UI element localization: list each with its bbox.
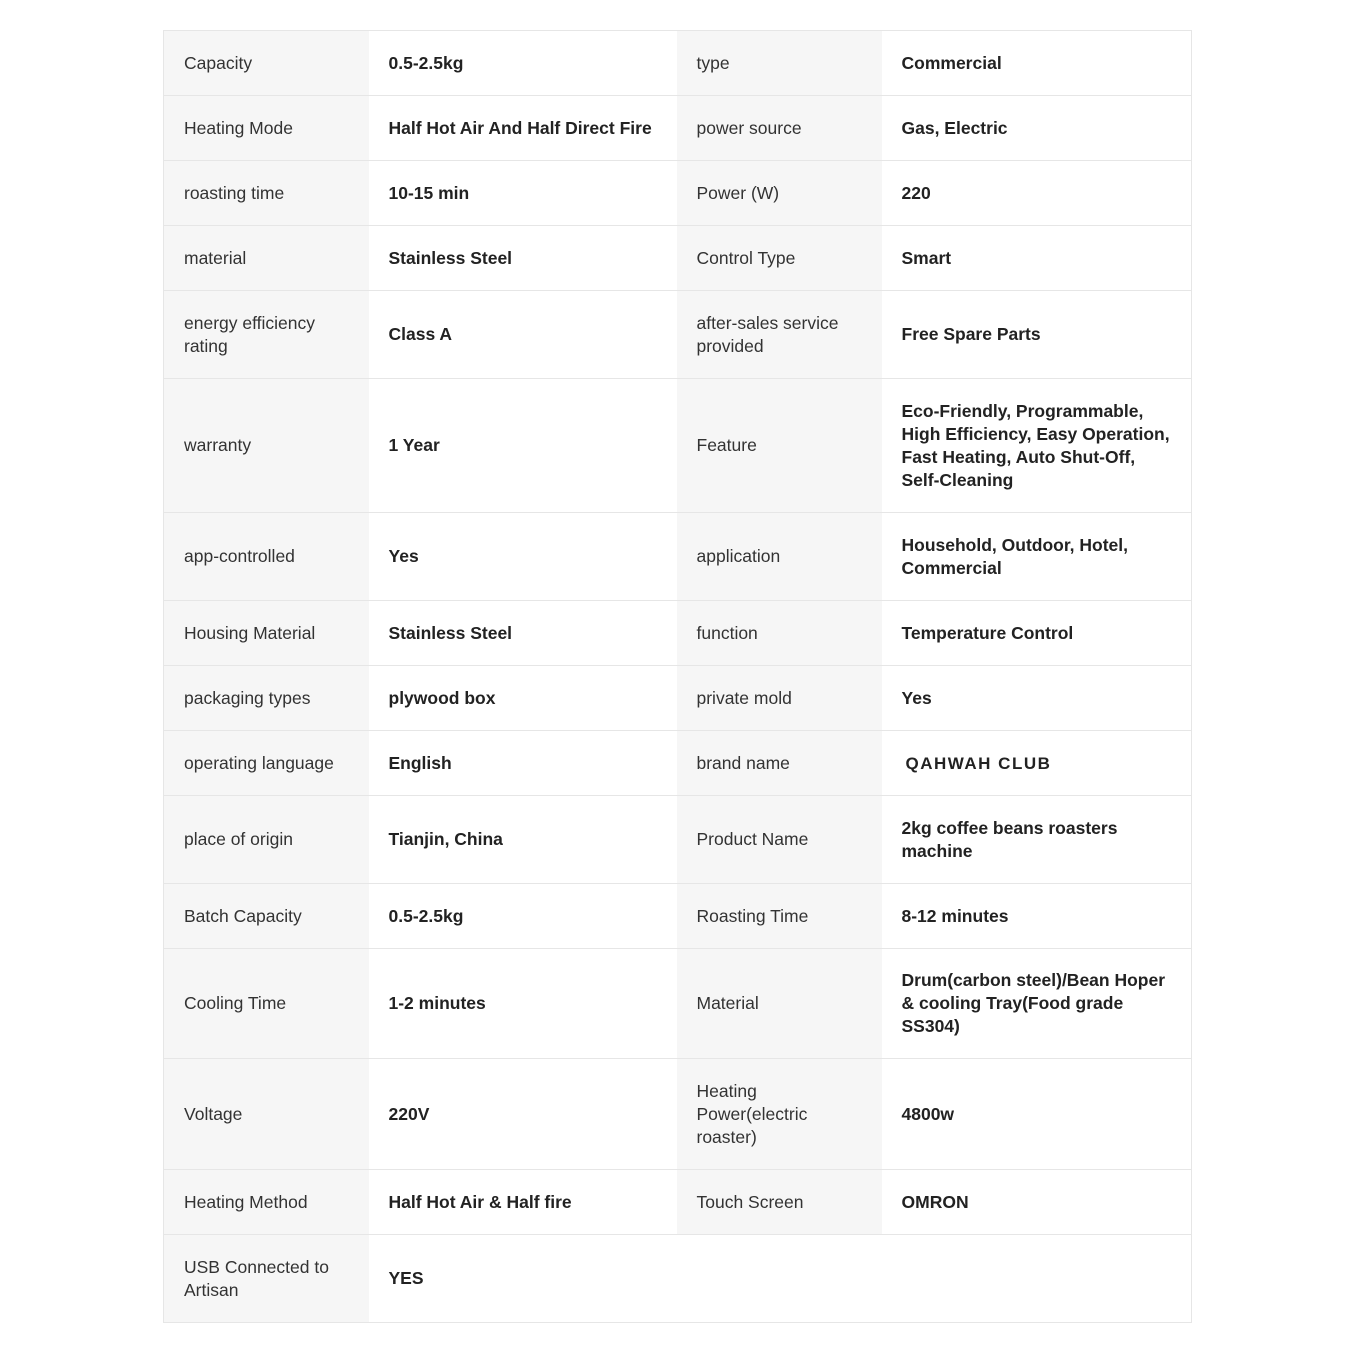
spec-value: 0.5-2.5kg [369, 31, 677, 96]
table-row [164, 949, 1192, 1059]
spec-label: place of origin [164, 796, 369, 884]
spec-value: Stainless Steel [369, 601, 677, 666]
spec-value: 1 Year [369, 379, 677, 513]
spec-label: private mold [677, 666, 882, 731]
spec-value: Stainless Steel [369, 226, 677, 291]
spec-value: Gas, Electric [882, 96, 1192, 161]
table-row [164, 379, 1192, 513]
spec-value: 220 [882, 161, 1192, 226]
spec-value: Commercial [882, 31, 1192, 96]
spec-label: packaging types [164, 666, 369, 731]
table-row [164, 1059, 1192, 1170]
spec-table [163, 30, 1192, 1323]
spec-label: Capacity [164, 31, 369, 96]
spec-label: Power (W) [677, 161, 882, 226]
spec-value: 1-2 minutes [369, 949, 677, 1059]
spec-value: YES [369, 1235, 677, 1323]
table-row [164, 96, 1192, 161]
spec-label: Roasting Time [677, 884, 882, 949]
spec-label: application [677, 513, 882, 601]
spec-value: 10-15 min [369, 161, 677, 226]
spec-label: Product Name [677, 796, 882, 884]
empty-cell [882, 1235, 1192, 1323]
spec-label: USB Connected to Artisan [164, 1235, 369, 1323]
spec-label: Touch Screen [677, 1170, 882, 1235]
spec-label: after-sales service provided [677, 291, 882, 379]
table-row [164, 1170, 1192, 1235]
spec-label: roasting time [164, 161, 369, 226]
spec-value: Half Hot Air & Half fire [369, 1170, 677, 1235]
spec-value: 8-12 minutes [882, 884, 1192, 949]
spec-value: Class A [369, 291, 677, 379]
table-row [164, 513, 1192, 601]
spec-value: Yes [882, 666, 1192, 731]
spec-label: Material [677, 949, 882, 1059]
spec-label: Batch Capacity [164, 884, 369, 949]
table-row [164, 161, 1192, 226]
table-row [164, 291, 1192, 379]
spec-label: Heating Method [164, 1170, 369, 1235]
spec-value: plywood box [369, 666, 677, 731]
table-row [164, 666, 1192, 731]
spec-value: Eco-Friendly, Programmable, High Efficiency, Easy Operation, Fast Heating, Auto Shut-Off, Self-Cleaning [882, 379, 1192, 513]
spec-value: Yes [369, 513, 677, 601]
spec-value: 220V [369, 1059, 677, 1170]
spec-label: function [677, 601, 882, 666]
spec-label: energy efficiency rating [164, 291, 369, 379]
brand-name-value: QAHWAH CLUB [882, 731, 1192, 796]
spec-value: 4800w [882, 1059, 1192, 1170]
spec-label: Control Type [677, 226, 882, 291]
spec-value: 2kg coffee beans roasters machine [882, 796, 1192, 884]
spec-value: Temperature Control [882, 601, 1192, 666]
spec-value: Free Spare Parts [882, 291, 1192, 379]
spec-value: 0.5-2.5kg [369, 884, 677, 949]
spec-value: English [369, 731, 677, 796]
table-row [164, 226, 1192, 291]
spec-label: Housing Material [164, 601, 369, 666]
spec-value: Smart [882, 226, 1192, 291]
spec-label: type [677, 31, 882, 96]
table-row [164, 731, 1192, 796]
spec-label: power source [677, 96, 882, 161]
spec-label: Heating Power(electric roaster) [677, 1059, 882, 1170]
spec-value: Half Hot Air And Half Direct Fire [369, 96, 677, 161]
spec-value: Household, Outdoor, Hotel, Commercial [882, 513, 1192, 601]
table-row [164, 884, 1192, 949]
table-row [164, 1235, 1192, 1323]
spec-label: Voltage [164, 1059, 369, 1170]
table-row [164, 601, 1192, 666]
spec-label: material [164, 226, 369, 291]
spec-label: operating language [164, 731, 369, 796]
spec-label: app-controlled [164, 513, 369, 601]
spec-label: Heating Mode [164, 96, 369, 161]
spec-value: Tianjin, China [369, 796, 677, 884]
spec-label: brand name [677, 731, 882, 796]
table-row [164, 796, 1192, 884]
spec-label: warranty [164, 379, 369, 513]
spec-label: Cooling Time [164, 949, 369, 1059]
spec-value: Drum(carbon steel)/Bean Hoper & cooling Tray(Food grade SS304) [882, 949, 1192, 1059]
spec-label: Feature [677, 379, 882, 513]
spec-value: OMRON [882, 1170, 1192, 1235]
empty-cell [677, 1235, 882, 1323]
table-row [164, 31, 1192, 96]
